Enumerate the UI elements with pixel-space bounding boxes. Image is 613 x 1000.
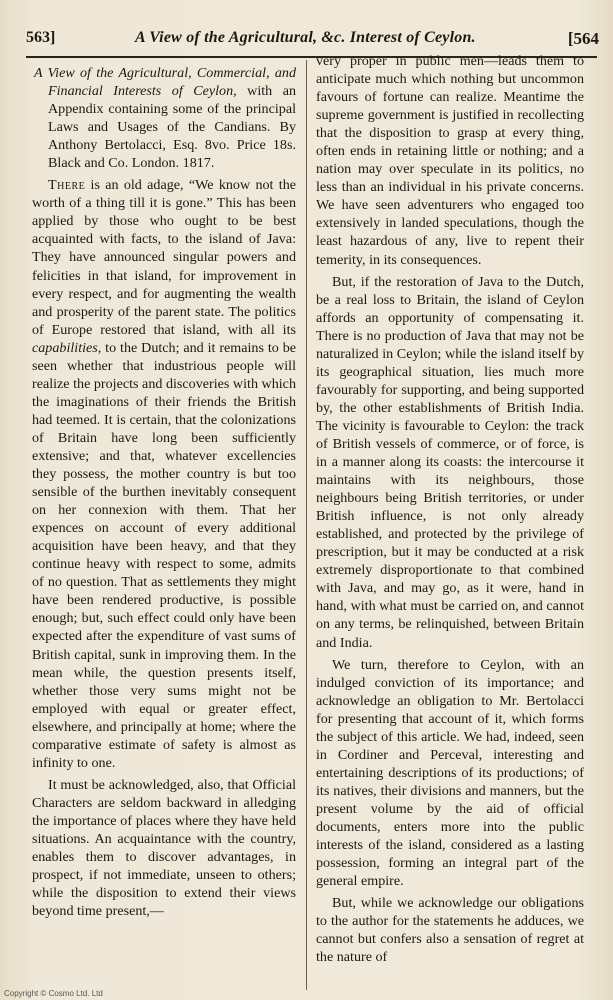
review-heading bbox=[32, 64, 296, 172]
copyright-notice: Copyright © Cosmo Ltd. Ltd bbox=[4, 989, 103, 998]
running-header bbox=[20, 27, 599, 53]
paragraph-1-italic: capabilities bbox=[32, 339, 98, 356]
page-number-right: [564 bbox=[567, 29, 599, 48]
opening-word: There bbox=[48, 177, 86, 194]
column-divider bbox=[306, 60, 307, 990]
page-number-left: 563] bbox=[26, 29, 56, 46]
review-title: A View of the Agricultural, Commercial, and Financial Interests of Ceylon, bbox=[34, 65, 296, 100]
paragraph-1 bbox=[32, 176, 296, 772]
left-column bbox=[32, 64, 296, 920]
review-details: with an Appendix containing some of the principal Laws and Usages of the Candians. By Anthony Bertolacci, Esq. 8vo. Price 18s. Black and Co. London. 1817. bbox=[48, 83, 296, 172]
paragraph-5: We turn, therefore to Ceylon, with an indulged conviction of its importance; and acknowledge an obligation to Mr. Bertolacci for presenting that account of it, which forms the subject of this article. We had, indeed, seen in Cordiner and Perceval, interesting and entertaining descriptions of its productions; of its natives, their divisions and manners, but the present volume by the aid of official documents, enters more into the public interests of the island, considered as a lasting possession, forming an integral part of the general empire. bbox=[316, 656, 584, 890]
paragraph-1-text-b: , to the Dutch; and it remains to be seen whether that industrious people will realize the projects and discoveries with which the imaginations of their friends the British had teemed. It is certain, that the colonizations of Britain have long been sufficiently extensive; and that, whatever excellencies they possess, the mother country is but too sensible of the burthen inevitably consequent on her connexion with them. That her expences on account of every additional acquisition have been heavy, and that they continue heavy with respect to some, admits of no question. That as settlements they might have been rendered productive, is possible enough; but, such effect could only have been expected after the expenditure of vast sums of British capital, sunk in improving them. In the mean while, the question presents itself, whether those very sums might not be employed with equal or greater effect, elsewhere, and principally at home; where the comparative estimate of safety is almost as infinity to one. bbox=[32, 339, 296, 771]
right-column bbox=[316, 52, 584, 966]
paragraph-4: But, if the restoration of Java to the Dutch, be a real loss to Britain, the island of Ceylon affords an opportunity of compensating it. There is no production of Java that may not be naturalized in Ceylon; while the island itself by its geographical situation, lies much more favourably for supporting, and being supported by, the other establishments of British India. The vicinity is favourable to Ceylon: the track of British vessels of commerce, or of force, is in a manner along its coasts: the intercourse it maintains with its neighbours, those neighbours being British territories, or under British influence, is not only already established, and protected by the privilege of prescription, but it may be conducted at a risk extremely disproportionate to that combined with Java, and may go, as it were, hand in hand, with what must be carried on, and cannot on any terms, be relinquished, between Britain and India. bbox=[316, 273, 584, 651]
paragraph-6: But, while we acknowledge our obligations to the author for the statements he adduces, we cannot but confers also a sensation of regret at the nature of bbox=[316, 895, 584, 966]
paragraph-2: It must be acknowledged, also, that Official Characters are seldom backward in alledging the importance of places where they have held situations. An acquaintance with the country, enables them to discover advantages, in prospect, if not immediate, unseen to others; while the disposition to extend their views beyond time present,— bbox=[32, 776, 296, 920]
paragraph-3: very proper in public men—leads them to anticipate much which nothing but uncommon favours of fortune can realize. Meantime the supreme government is justified in recollecting that the disposition to grasp at every thing, often ends in retaining little or nothing; and a nation may over speculate in its politics, no less than an individual in his private concerns. We have seen adventurers who engaged too extensively in landed speculations, though the least hazardous of any, live to repent their temerity, in its consequences. bbox=[316, 53, 584, 268]
paragraph-1-text-a: is an old adage, “We know not the worth of a thing till it is gone.” This has been applied by those who ought to be best acquainted with facts, to the island of Java: They have announced singular powers and felicities in that island, for improvement in every respect, and for augmenting the wealth and prosperity of the parent state. The politics of Europe restored that island, with all its bbox=[32, 177, 296, 338]
running-title: A View of the Agricultural, &c. Interest of Ceylon. bbox=[135, 29, 476, 46]
